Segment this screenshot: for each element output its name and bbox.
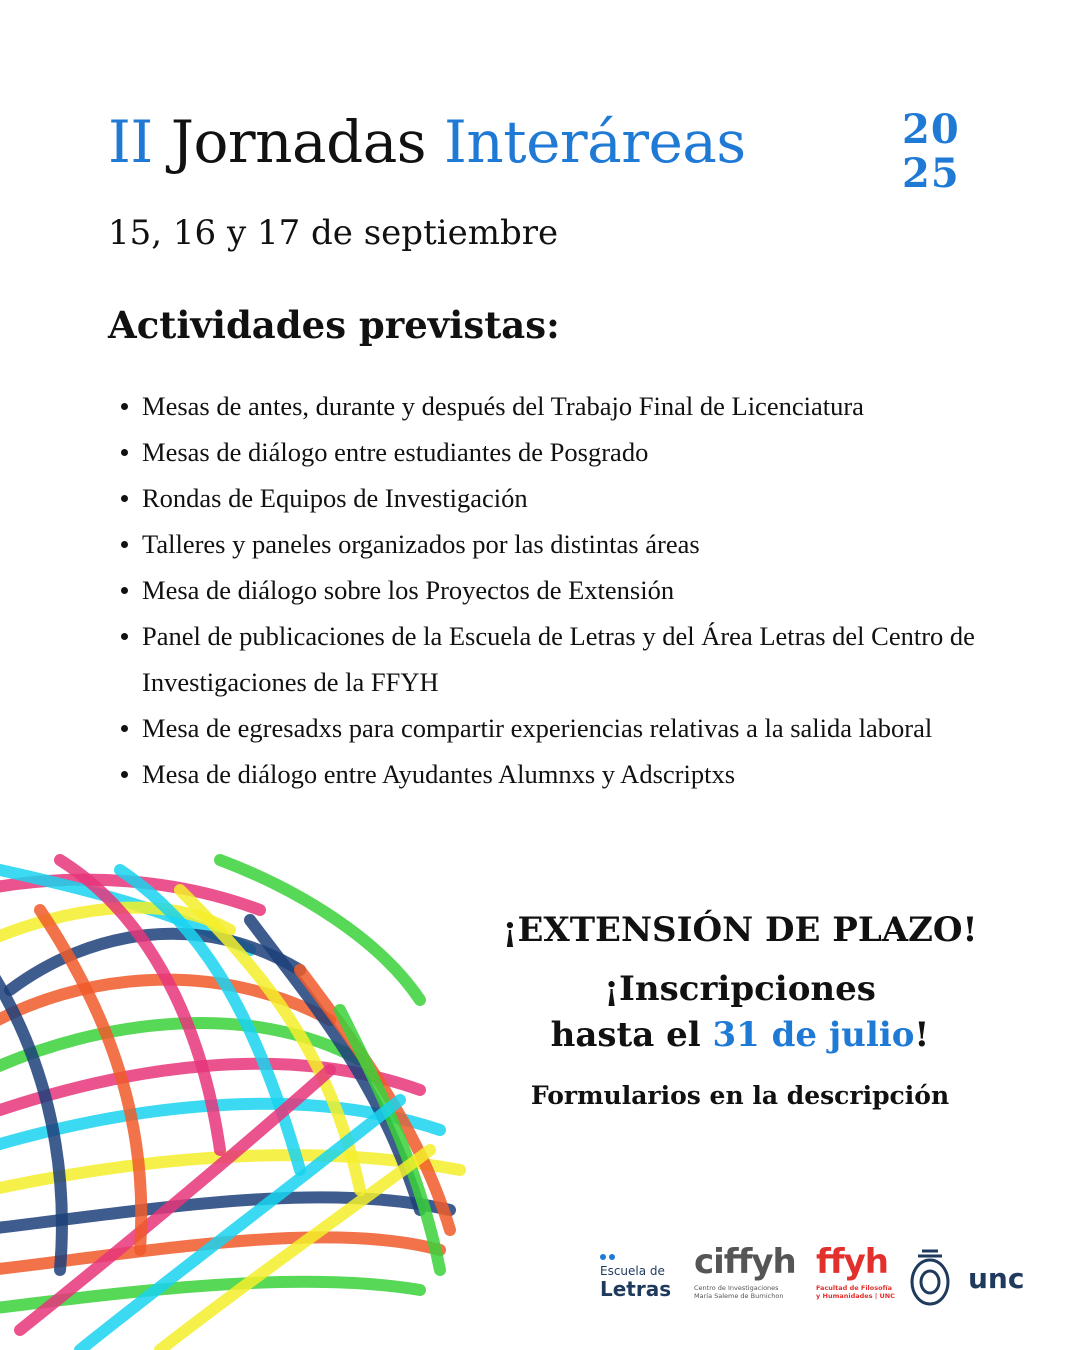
registration-line1: ¡Inscripciones xyxy=(604,969,876,1009)
sponsor-logos xyxy=(596,1240,1036,1320)
title-word: Jornadas xyxy=(152,108,445,176)
ciffyh-logo xyxy=(694,1240,796,1300)
activities-list xyxy=(142,383,1002,797)
activity-item: Mesa de diálogo entre Ayudantes Alumnxs y Adscriptxs xyxy=(142,751,1002,797)
ffyh-logo xyxy=(816,1240,896,1300)
activity-item: Mesas de antes, durante y después del Trabajo Final de Licenciatura xyxy=(142,383,1002,429)
ciffyh-subtitle: Centro de Investigaciones María Saleme de Burnichon xyxy=(694,1284,784,1300)
activity-item: Talleres y paneles organizados por las distintas áreas xyxy=(142,521,1002,567)
year-badge xyxy=(902,108,974,196)
escuela-letras-logo xyxy=(600,1254,671,1300)
activity-item: Rondas de Equipos de Investigación xyxy=(142,475,1002,521)
year-bottom: 25 xyxy=(902,150,960,197)
unc-seal-icon xyxy=(904,1248,956,1312)
registration-line2 xyxy=(480,1012,1000,1058)
unc-name: unc xyxy=(968,1262,1025,1295)
forms-note: Formularios en la descripción xyxy=(530,1081,950,1110)
event-title xyxy=(108,104,746,180)
escuela-line2: Letras xyxy=(600,1277,672,1301)
decorative-line xyxy=(80,1100,400,1350)
activity-item: Panel de publicaciones de la Escuela de Letras y del Área Letras del Centro de Investigaciones de la FFYH xyxy=(142,613,1002,705)
activity-item: Mesa de egresadxs para compartir experiencias relativas a la salida laboral xyxy=(142,705,1002,751)
title-numeral: II xyxy=(108,108,153,176)
registration-deadline xyxy=(480,966,1000,1058)
activity-item: Mesa de diálogo sobre los Proyectos de Extensión xyxy=(142,567,1002,613)
escuela-line1: Escuela de xyxy=(600,1264,665,1278)
year-top: 20 xyxy=(902,106,960,153)
ffyh-name: ffyh xyxy=(816,1242,888,1282)
activity-item: Mesas de diálogo entre estudiantes de Posgrado xyxy=(142,429,1002,475)
ffyh-subtitle: Facultad de Filosofía y Humanidades | UNC xyxy=(816,1284,895,1300)
registration-prefix: hasta el xyxy=(550,1015,713,1055)
event-dates: 15, 16 y 17 de septiembre xyxy=(108,213,559,253)
activities-heading: Actividades previstas: xyxy=(108,303,560,347)
ciffyh-name: ciffyh xyxy=(694,1242,796,1282)
registration-suffix: ! xyxy=(914,1015,930,1055)
decorative-line xyxy=(220,860,420,1000)
extension-notice: ¡EXTENSIÓN DE PLAZO! xyxy=(502,910,978,950)
decorative-lines xyxy=(0,850,500,1350)
promo-block xyxy=(480,900,1000,1116)
registration-date: 31 de julio xyxy=(712,1015,915,1055)
title-highlight: Interáreas xyxy=(444,108,746,176)
